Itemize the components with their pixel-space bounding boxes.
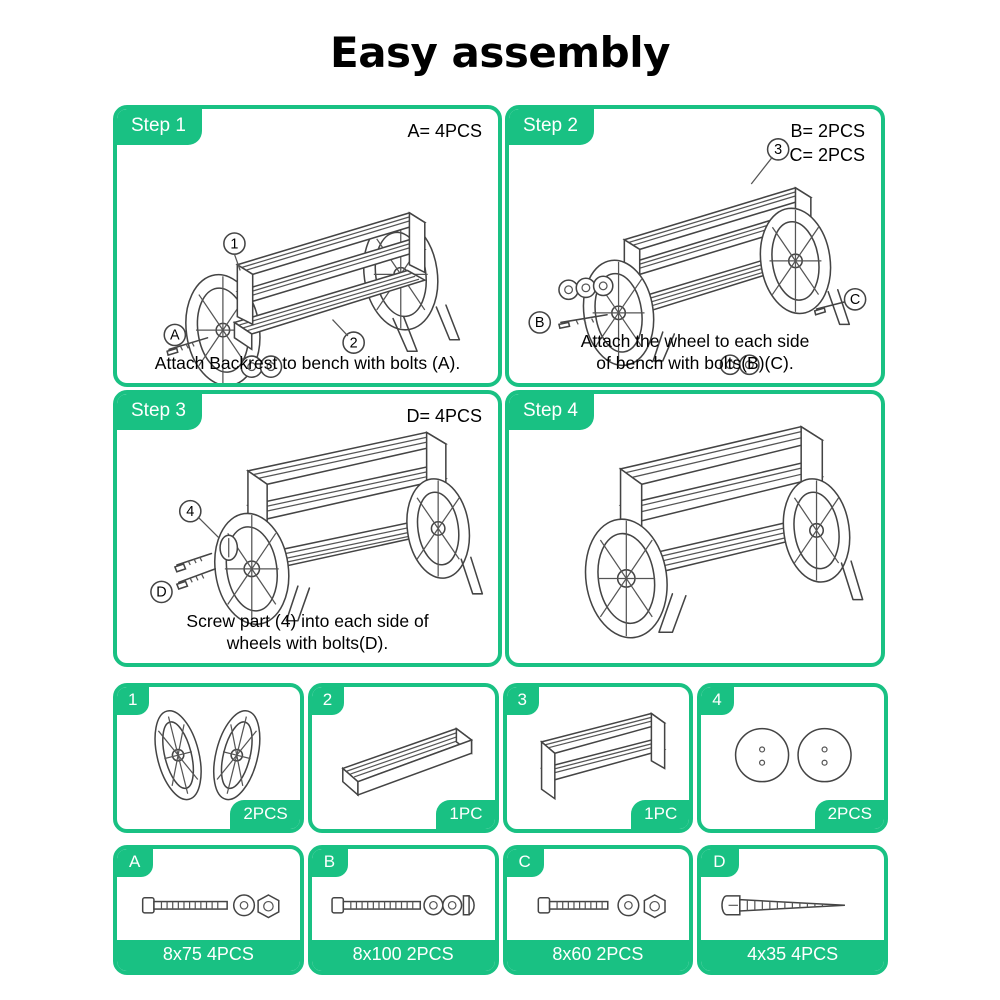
step-card-3	[113, 390, 502, 667]
part-2-qty: 1PC	[436, 800, 494, 829]
hardware-c-size: 8x60 2PCS	[507, 940, 690, 971]
step-card-2	[505, 105, 885, 387]
hardware-b-label: B	[312, 849, 348, 877]
step-3-parts-note: D= 4PCS	[406, 406, 482, 426]
hardware-a-size: 8x75 4PCS	[117, 940, 300, 971]
step-4-illustration	[509, 394, 881, 663]
step-card-4	[505, 390, 885, 667]
step-1-parts-note: A= 4PCS	[407, 121, 482, 141]
step-2-parts-note	[789, 119, 865, 168]
part-4-qty: 2PCS	[815, 800, 884, 829]
step-1-caption: Attach Backrest to bench with bolts (A).	[154, 353, 461, 374]
part-3-qty: 1PC	[631, 800, 689, 829]
callout-3: 3	[774, 142, 783, 159]
hardware-c-label: C	[507, 849, 544, 877]
step-1-label: Step 1	[117, 109, 202, 145]
callout-a: A	[170, 327, 180, 344]
step-card-1	[113, 105, 502, 387]
part-card-4	[697, 683, 888, 833]
hardware-d-size: 4x35 4PCS	[701, 940, 884, 971]
part-3-label: 3	[507, 687, 539, 715]
part-1-qty: 2PCS	[230, 800, 299, 829]
hardware-card-c	[503, 845, 694, 975]
part-card-3	[503, 683, 694, 833]
steps-grid	[113, 105, 888, 670]
callout-2: 2	[349, 335, 358, 352]
step-2-parts-note-line1: B= 2PCS	[790, 121, 865, 141]
part-card-2	[308, 683, 499, 833]
callout-1: 1	[230, 236, 239, 253]
step-2-label: Step 2	[509, 109, 594, 145]
hardware-card-b	[308, 845, 499, 975]
step-2-caption-line2: of bench with bolts(B)(C).	[596, 353, 794, 374]
hardware-d-label: D	[701, 849, 738, 877]
hardware-a-label: A	[117, 849, 153, 877]
hardware-grid	[113, 845, 888, 975]
hardware-card-d	[697, 845, 888, 975]
step-1-illustration	[117, 109, 498, 383]
step-2-parts-note-line2: C= 2PCS	[789, 145, 865, 166]
callout-d: D	[156, 584, 167, 601]
page-title: Easy assembly	[330, 28, 670, 77]
step-2-caption-line1: Attach the wheel to each side	[580, 330, 810, 351]
part-2-label: 2	[312, 687, 344, 715]
part-4-label: 4	[701, 687, 733, 715]
callout-c: C	[849, 292, 861, 309]
hardware-card-a	[113, 845, 304, 975]
callout-4: 4	[186, 504, 195, 521]
hardware-b-size: 8x100 2PCS	[312, 940, 495, 971]
part-card-1	[113, 683, 304, 833]
step-3-caption-line2: wheels with bolts(D).	[226, 633, 389, 654]
step-2-caption	[509, 330, 881, 376]
parts-grid	[113, 683, 888, 833]
step-3-caption	[117, 610, 498, 656]
callout-b: B	[534, 315, 545, 332]
step-3-label: Step 3	[117, 394, 202, 430]
part-1-label: 1	[117, 687, 149, 715]
step-3-caption-line1: Screw part (4) into each side of	[186, 610, 429, 631]
step-4-label: Step 4	[509, 394, 594, 430]
